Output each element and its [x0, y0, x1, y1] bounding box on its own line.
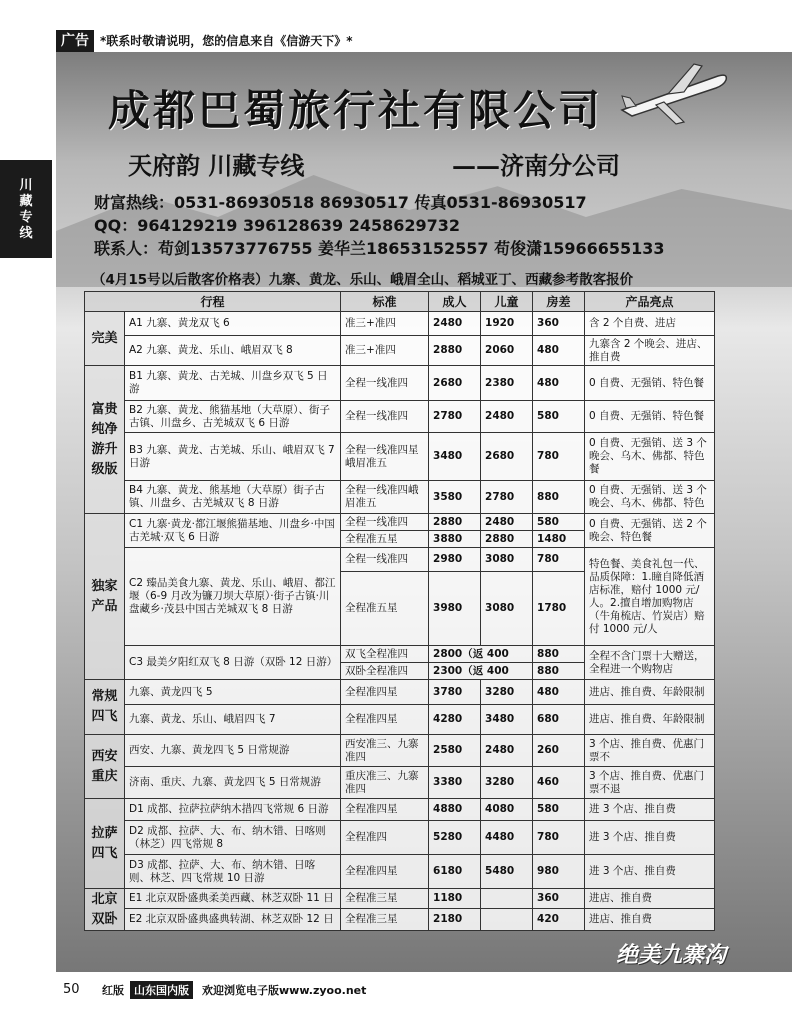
standard-cell: 全程一线准四星峨眉准五 — [341, 433, 429, 481]
standard-cell: 全程准四星 — [341, 705, 429, 735]
child-price-cell: 3280 — [481, 767, 533, 799]
child-price-cell — [481, 889, 533, 909]
room-diff-cell: 680 — [533, 705, 585, 735]
ad-tag: 广告 — [56, 30, 94, 52]
child-price-cell: 2880 — [481, 531, 533, 548]
standard-cell: 双卧全程准四 — [341, 663, 429, 680]
table-row — [85, 481, 715, 514]
table-row — [85, 514, 715, 531]
child-price-cell: 3080 — [481, 572, 533, 646]
adult-price-cell: 3980 — [429, 572, 481, 646]
branch-name: ——济南分公司 — [452, 151, 620, 180]
route-cell: A1 九寨、黄龙双飞 6 — [125, 312, 341, 336]
standard-cell: 全程准五星 — [341, 531, 429, 548]
standard-cell: 西安准三、九寨准四 — [341, 735, 429, 767]
side-tab-text: 川藏专线 — [19, 178, 33, 241]
room-diff-cell: 360 — [533, 312, 585, 336]
room-diff-cell: 780 — [533, 821, 585, 855]
highlight-cell: 进 3 个店、推自费 — [585, 799, 715, 821]
child-price-cell: 2680 — [481, 433, 533, 481]
highlight-cell: 九寨含 2 个晚会、进店、推自费 — [585, 336, 715, 366]
standard-cell: 全程一线准四 — [341, 514, 429, 531]
child-price-cell: 1920 — [481, 312, 533, 336]
room-diff-cell: 420 — [533, 909, 585, 931]
slogan: 天府韵 川藏专线 — [128, 151, 305, 180]
highlight-cell: 进店、推自费、年龄限制 — [585, 705, 715, 735]
highlight-cell: 0 自费、无强销、送 3 个晚会、乌木、佛都、特色餐 — [585, 433, 715, 481]
child-price-cell: 2480 — [481, 401, 533, 433]
table-row — [85, 735, 715, 767]
standard-cell: 全程一线准四 — [341, 401, 429, 433]
table-row — [85, 401, 715, 433]
room-diff-cell: 780 — [533, 433, 585, 481]
adult-price-cell: 3580 — [429, 481, 481, 514]
highlight-cell: 含 2 个自费、进店 — [585, 312, 715, 336]
adult-price-cell: 2680 — [429, 366, 481, 401]
table-row — [85, 855, 715, 889]
room-diff-cell: 360 — [533, 889, 585, 909]
table-row — [85, 366, 715, 401]
standard-cell: 全程准四 — [341, 821, 429, 855]
adult-price-cell: 4280 — [429, 705, 481, 735]
category-cell: 独家产品 — [85, 514, 125, 680]
room-diff-cell: 260 — [533, 735, 585, 767]
child-price-cell: 5480 — [481, 855, 533, 889]
col-header-highlight: 产品亮点 — [585, 292, 715, 312]
room-diff-cell: 880 — [533, 481, 585, 514]
standard-cell: 全程准三星 — [341, 909, 429, 931]
adult-price-cell: 2780 — [429, 401, 481, 433]
col-header-child: 儿童 — [481, 292, 533, 312]
route-cell: E2 北京双卧盛典盛典转湖、林芝双卧 12 日 — [125, 909, 341, 931]
route-cell: B1 九寨、黄龙、古羌城、川盘乡双飞 5 日游 — [125, 366, 341, 401]
adult-price-cell: 2800（返 400 — [429, 646, 533, 663]
child-price-cell: 2780 — [481, 481, 533, 514]
room-diff-cell: 780 — [533, 548, 585, 572]
highlight-cell: 进 3 个店、推自费 — [585, 821, 715, 855]
adult-price-cell: 3380 — [429, 767, 481, 799]
category-cell: 完美 — [85, 312, 125, 366]
room-diff-cell: 980 — [533, 855, 585, 889]
airplane-icon — [618, 58, 730, 128]
table-row — [85, 646, 715, 663]
table-row — [85, 821, 715, 855]
room-diff-cell: 460 — [533, 767, 585, 799]
route-cell: B2 九寨、黄龙、熊猫基地（大草原）、街子古镇、川盘乡、古羌城双飞 6 日游 — [125, 401, 341, 433]
col-header-standard: 标准 — [341, 292, 429, 312]
route-cell: A2 九寨、黄龙、乐山、峨眉双飞 8 — [125, 336, 341, 366]
adult-price-cell: 3780 — [429, 680, 481, 705]
adult-price-cell: 2180 — [429, 909, 481, 931]
company-name: 成都巴蜀旅行社有限公司 — [108, 86, 604, 135]
top-bar — [56, 30, 792, 52]
route-cell: D2 成都、拉萨、大、布、纳木错、日喀则（林芝）四飞常规 8 — [125, 821, 341, 855]
side-tab — [0, 160, 52, 258]
category-cell: 拉萨四飞 — [85, 799, 125, 889]
route-cell: D1 成都、拉萨拉萨纳木措四飞常规 6 日游 — [125, 799, 341, 821]
child-price-cell: 3280 — [481, 680, 533, 705]
table-row — [85, 889, 715, 909]
room-diff-cell: 880 — [533, 663, 585, 680]
standard-cell: 准三+准四 — [341, 312, 429, 336]
col-header-adult: 成人 — [429, 292, 481, 312]
standard-cell: 全程准五星 — [341, 572, 429, 646]
highlight-cell: 进店、推自费 — [585, 909, 715, 931]
col-header-route: 行程 — [85, 292, 341, 312]
child-price-cell: 3480 — [481, 705, 533, 735]
highlight-cell: 特色餐、美食礼包一代、品质保障：1.瞳自降低酒店标准，赔付 1000 元/人。2.擅自增加购物店（牛角梳店、竹炭店）赔付 1000 元/人 — [585, 548, 715, 646]
footer — [56, 980, 792, 1002]
table-row — [85, 705, 715, 735]
child-price-cell: 2380 — [481, 366, 533, 401]
standard-cell: 双飞全程准四 — [341, 646, 429, 663]
adult-price-cell: 2580 — [429, 735, 481, 767]
category-cell: 常规四飞 — [85, 680, 125, 735]
standard-cell: 准三+准四 — [341, 336, 429, 366]
contact-persons: 联系人：苟剑13573776755 姜华兰18653152557 苟俊潇15966655133 — [94, 239, 665, 258]
highlight-cell: 进店、推自费、年龄限制 — [585, 680, 715, 705]
page-number: 50 — [63, 982, 80, 997]
standard-cell: 全程一线准四 — [341, 548, 429, 572]
route-cell: B4 九寨、黄龙、熊基地（大草原）街子古镇、川盘乡、古羌城双飞 8 日游 — [125, 481, 341, 514]
child-price-cell: 4080 — [481, 799, 533, 821]
adult-price-cell: 1180 — [429, 889, 481, 909]
edition-badge: 山东国内版 — [130, 981, 193, 999]
adult-price-cell: 4880 — [429, 799, 481, 821]
table-row — [85, 767, 715, 799]
standard-cell: 全程准四星 — [341, 855, 429, 889]
edition-label: 红版 — [102, 984, 124, 997]
category-cell: 西安重庆 — [85, 735, 125, 799]
child-price-cell — [481, 909, 533, 931]
table-row — [85, 312, 715, 336]
table-row — [85, 680, 715, 705]
highlight-cell: 0 自费、无强销、送 2 个晚会、特色餐 — [585, 514, 715, 548]
route-cell: D3 成都、拉萨、大、布、纳木错、日喀则、林芝、四飞常规 10 日游 — [125, 855, 341, 889]
highlight-cell: 进 3 个店、推自费 — [585, 855, 715, 889]
child-price-cell: 2480 — [481, 735, 533, 767]
standard-cell: 全程准四星 — [341, 799, 429, 821]
adult-price-cell: 5280 — [429, 821, 481, 855]
category-cell: 北京双卧 — [85, 889, 125, 931]
highlight-cell: 3 个店、推自费、优惠门票不 — [585, 735, 715, 767]
adult-price-cell: 2300（返 400 — [429, 663, 533, 680]
room-diff-cell: 480 — [533, 680, 585, 705]
standard-cell: 重庆准三、九寨准四 — [341, 767, 429, 799]
footer-note: 欢迎浏览电子版www.zyoo.net — [202, 984, 367, 997]
table-row — [85, 799, 715, 821]
room-diff-cell: 580 — [533, 401, 585, 433]
child-price-cell: 3080 — [481, 548, 533, 572]
route-cell: B3 九寨、黄龙、古羌城、乐山、峨眉双飞 7 日游 — [125, 433, 341, 481]
room-diff-cell: 580 — [533, 799, 585, 821]
highlight-cell: 进店、推自费 — [585, 889, 715, 909]
route-cell: 西安、九寨、黄龙四飞 5 日常规游 — [125, 735, 341, 767]
child-price-cell: 2480 — [481, 514, 533, 531]
signature-logo: 绝美九寨沟 — [616, 942, 727, 968]
standard-cell: 全程一线准四 — [341, 366, 429, 401]
route-cell: C2 臻品美食九寨、黄龙、乐山、峨眉、都江堰（6-9 月改为镰刀坝大草原）·街子古镇·川盘藏乡·茂县中国古羌城双飞 8 日游 — [125, 548, 341, 646]
adult-price-cell: 3480 — [429, 433, 481, 481]
route-cell: E1 北京双卧盛典柔美西藏、林芝双卧 11 日 — [125, 889, 341, 909]
highlight-cell: 0 自费、无强销、送 3 个晚会、乌木、佛都、特色 — [585, 481, 715, 514]
highlight-cell: 0 自费、无强销、特色餐 — [585, 366, 715, 401]
adult-price-cell: 6180 — [429, 855, 481, 889]
child-price-cell: 2060 — [481, 336, 533, 366]
standard-cell: 全程准三星 — [341, 889, 429, 909]
standard-cell: 全程准四星 — [341, 680, 429, 705]
adult-price-cell: 2980 — [429, 548, 481, 572]
highlight-cell: 全程不含门票十大赠送，全程进一个购物店 — [585, 646, 715, 680]
top-note: *联系时敬请说明，您的信息来自《信游天下》* — [100, 34, 353, 48]
qq-numbers: QQ：964129219 396128639 2458629732 — [94, 216, 461, 235]
route-cell: 九寨、黄龙四飞 5 — [125, 680, 341, 705]
table-header-row — [85, 292, 715, 312]
room-diff-cell: 580 — [533, 514, 585, 531]
route-cell: 九寨、黄龙、乐山、峨眉四飞 7 — [125, 705, 341, 735]
hotline: 财富热线：0531-86930518 86930517 传真0531-86930517 — [94, 193, 587, 212]
table-row — [85, 909, 715, 931]
table-row — [85, 433, 715, 481]
room-diff-cell: 1480 — [533, 531, 585, 548]
child-price-cell: 4480 — [481, 821, 533, 855]
price-table — [84, 291, 715, 931]
standard-cell: 全程一线准四峨眉准五 — [341, 481, 429, 514]
room-diff-cell: 480 — [533, 336, 585, 366]
room-diff-cell: 480 — [533, 366, 585, 401]
adult-price-cell: 2880 — [429, 336, 481, 366]
table-row — [85, 336, 715, 366]
route-cell: 济南、重庆、九寨、黄龙四飞 5 日常规游 — [125, 767, 341, 799]
adult-price-cell: 2480 — [429, 312, 481, 336]
route-cell: C3 最美夕阳红双飞 8 日游（双卧 12 日游） — [125, 646, 341, 680]
highlight-cell: 0 自费、无强销、特色餐 — [585, 401, 715, 433]
col-header-room-diff: 房差 — [533, 292, 585, 312]
adult-price-cell: 2880 — [429, 514, 481, 531]
route-cell: C1 九寨·黄龙·都江堰熊猫基地、川盘乡·中国古羌城·双飞 6 日游 — [125, 514, 341, 548]
room-diff-cell: 1780 — [533, 572, 585, 646]
adult-price-cell: 3880 — [429, 531, 481, 548]
table-row — [85, 548, 715, 572]
category-cell: 富贵纯净游升级版 — [85, 366, 125, 514]
room-diff-cell: 880 — [533, 646, 585, 663]
highlight-cell: 3 个店、推自费、优惠门票不退 — [585, 767, 715, 799]
price-table-heading: （4月15号以后散客价格表）九寨、黄龙、乐山、峨眉全山、稻城亚丁、西藏参考散客报价 — [92, 272, 634, 288]
